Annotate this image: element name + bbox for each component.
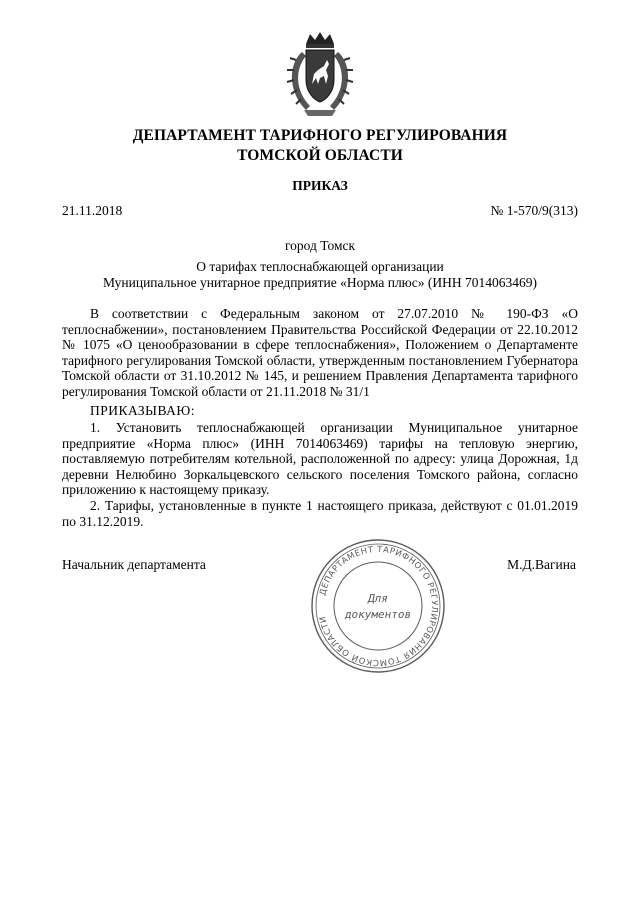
preamble <box>62 306 578 400</box>
order-item-2: 2. Тарифы, установленные в пункте 1 настоящего приказа, действуют с 01.01.2019 по 31.12.2019. <box>62 497 578 529</box>
document-date: 21.11.2018 <box>62 203 123 218</box>
order-item-1: 1. Установить теплоснабжающей организации Муниципальное унитарное предприятие «Норма плюс» (ИНН 7014063469) тарифы на тепловую энергию, поставляемую потребителям котельной, расположенной по адресу: улица Дорожная, 1д деревни Нелюбино Зоркальцевского сельского поселения Томского района, согласно приложению к настоящему приказу. <box>62 420 578 498</box>
stamp-center-line-2: документов <box>344 608 412 621</box>
city: город Томск <box>284 238 356 253</box>
official-stamp <box>308 536 448 676</box>
subject-line-2: Муниципальное унитарное предприятие «Норма плюс» (ИНН 7014063469) <box>102 275 537 290</box>
document-number: № 1-570/9(313) <box>490 203 578 218</box>
preamble-paragraph: В соответствии с Федеральным законом от 27.07.2010 № 190-ФЗ «О теплоснабжении», постановлением Правительства Российской Федерации от 22.10.2012 № 1075 «О ценообразовании в сфере теплоснабжения», Положением о Департаменте тарифного регулирования Томской области, утвержденным постановлением Губернатора Томской области от 31.10.2012 № 145, и решением Правления Департамента тарифного регулирования Томской области от 21.11.2018 № 31/1 <box>62 306 578 399</box>
stamp-ring-text: ДЕПАРТАМЕНТ ТАРИФНОГО РЕГУЛИРОВАНИЯ ТОМСКОЙ ОБЛАСТИ <box>316 543 441 669</box>
signer-title: Начальник департамента <box>62 557 206 572</box>
order-items <box>62 420 578 529</box>
document-type: ПРИКАЗ <box>292 178 348 193</box>
coat-of-arms-icon <box>282 30 358 118</box>
department-line-2: ТОМСКОЙ ОБЛАСТИ <box>237 147 403 164</box>
stamp-center-line-1: Для <box>368 592 388 605</box>
department-name <box>60 126 580 166</box>
department-line-1: ДЕПАРТАМЕНТ ТАРИФНОГО РЕГУЛИРОВАНИЯ <box>132 127 508 144</box>
signer-name: М.Д.Вагина <box>507 557 576 572</box>
subject <box>60 259 580 291</box>
order-word: ПРИКАЗЫВАЮ: <box>90 403 195 418</box>
subject-line-1: О тарифах теплоснабжающей организации <box>196 259 444 274</box>
